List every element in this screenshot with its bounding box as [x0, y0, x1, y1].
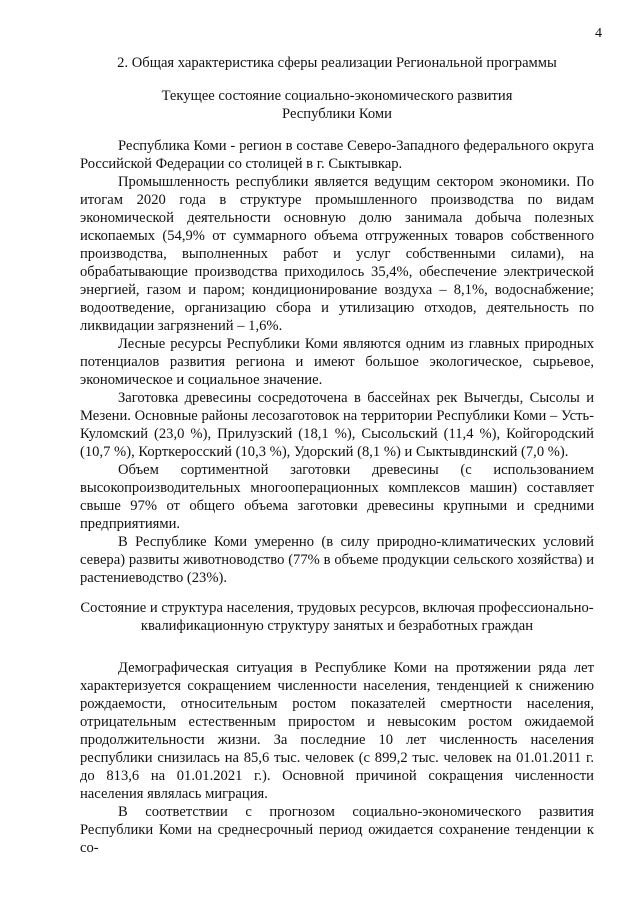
paragraph-industry: Промышленность республики является ведущим сектором экономики. По итогам 2020 года в структуре промышленного производства по видам экономической деятельности основную долю занимала добыча полезных ископаемых (54,9% от суммарного объема отгруженных товаров собственного производства, выполненных работ и услуг собственными силами), на обрабатывающие производства приходилось 35,4%, обеспечение электрической энергией, газом и паром; кондиционирование воздуха – 8,1%, водоснабжение; водоотведение, организацию сбора и утилизацию отходов, деятельность по ликвидации загрязнений – 1,6%. — [80, 174, 594, 334]
paragraph-assortment-harvesting: Объем сортиментной заготовки древесины (с использованием высокопроизводительных многооперационных комплексов машин) составляет свыше 97% от общего объема заготовки древесины крупными и средними предприятиями. — [80, 462, 594, 532]
paragraph-agriculture: В Республике Коми умеренно (в силу природно-климатических условий севера) развиты животноводство (77% в объеме продукции сельского хозяйства) и растениеводство (23%). — [80, 534, 594, 586]
section-title: 2. Общая характеристика сферы реализации Региональной программы — [117, 55, 557, 71]
paragraph-forest-resources: Лесные ресурсы Республики Коми являются одним из главных природных потенциалов развития региона и имеют большое экологическое, сырьевое, экономическое и социальное значение. — [80, 336, 594, 388]
subheading-population-labor: Состояние и структура населения, трудовых ресурсов, включая профессионально-квалификационную структуру занятых и безработных граждан — [80, 600, 594, 634]
subheading-economic-development: Текущее состояние социально-экономического развития Республики Коми — [161, 88, 513, 122]
paragraph-forecast: В соответствии с прогнозом социально-экономического развития Республики Коми на среднесрочный период ожидается сохранение тенденции к со- — [80, 804, 594, 856]
page-content — [80, 54, 594, 857]
paragraph-timber-harvesting: Заготовка древесины сосредоточена в бассейнах рек Вычегды, Сысолы и Мезени. Основные районы лесозаготовок на территории Республики Коми – Усть-Куломский (23,0 %), Прилузский (18,1 %), Сысольский (11,4 %), Койгородский (10,7 %), Корткеросский (10,3 %), Удорский (8,1 %) и Сыктывдинский (7,0 %). — [80, 390, 594, 460]
paragraph-demographics: Демографическая ситуация в Республике Коми на протяжении ряда лет характеризуется сокращением численности населения, тенденцией к снижению рождаемости, относительным ростом показателей смертности населения, отрицательным естественным приростом и невысоким ростом ожидаемой продолжительности жизни. За последние 10 лет численность населения республики снизилась на 85,6 тыс. человек (с 899,2 тыс. человек на 01.01.2011 г. до 813,6 на 01.01.2021 г.). Основной причиной сокращения численности населения являлась миграция. — [80, 660, 594, 802]
paragraph-region-overview: Республика Коми - регион в составе Северо-Западного федерального округа Российской Федерации со столицей в г. Сыктывкар. — [80, 138, 594, 172]
page-number: 4 — [595, 26, 602, 41]
